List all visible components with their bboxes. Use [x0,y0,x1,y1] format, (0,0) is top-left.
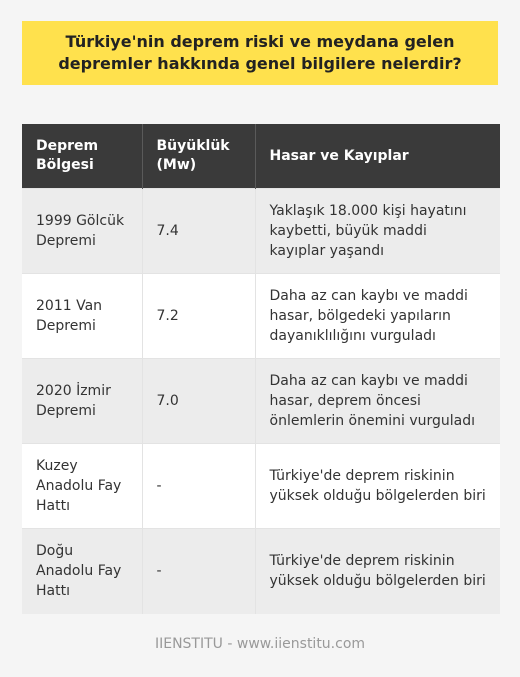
cell-damage: Türkiye'de deprem riskinin yüksek olduğu bölgelerden biri [255,444,500,529]
cell-damage: Yaklaşık 18.000 kişi hayatını kaybetti, büyük maddi kayıplar yaşandı [255,189,500,274]
header-damage: Hasar ve Kayıplar [269,147,409,164]
earthquake-table [22,124,500,614]
cell-region: 1999 Gölcük Depremi [22,189,142,274]
table-row [22,274,500,359]
table-row [22,444,500,529]
cell-magnitude: 7.0 [142,359,255,444]
header-region: Deprem Bölgesi [22,124,142,189]
table-row [22,529,500,614]
page-title: Türkiye'nin deprem riski ve meydana gelen depremler hakkında genel bilgilere nelerdir? [58,32,462,73]
cell-damage: Daha az can kaybı ve maddi hasar, bölgedeki yapıların dayanıklılığını vurguladı [255,274,500,359]
cell-magnitude: - [142,529,255,614]
cell-region: 2011 Van Depremi [22,274,142,359]
cell-damage: Türkiye'de deprem riskinin yüksek olduğu bölgelerden biri [255,529,500,614]
cell-magnitude: - [142,444,255,529]
table-row [22,359,500,444]
footer-credit: IIENSTITU - www.iienstitu.com [154,636,366,652]
cell-magnitude: 7.4 [142,189,255,274]
table-row [22,189,500,274]
table-header-row [22,124,500,189]
header-magnitude: Büyüklük (Mw) [142,124,255,189]
cell-region: Doğu Anadolu Fay Hattı [22,529,142,614]
cell-magnitude: 7.2 [142,274,255,359]
cell-region: Kuzey Anadolu Fay Hattı [22,444,142,529]
title-banner [22,21,498,85]
cell-region: 2020 İzmir Depremi [22,359,142,444]
cell-damage: Daha az can kaybı ve maddi hasar, deprem öncesi önlemlerin önemini vurguladı [255,359,500,444]
